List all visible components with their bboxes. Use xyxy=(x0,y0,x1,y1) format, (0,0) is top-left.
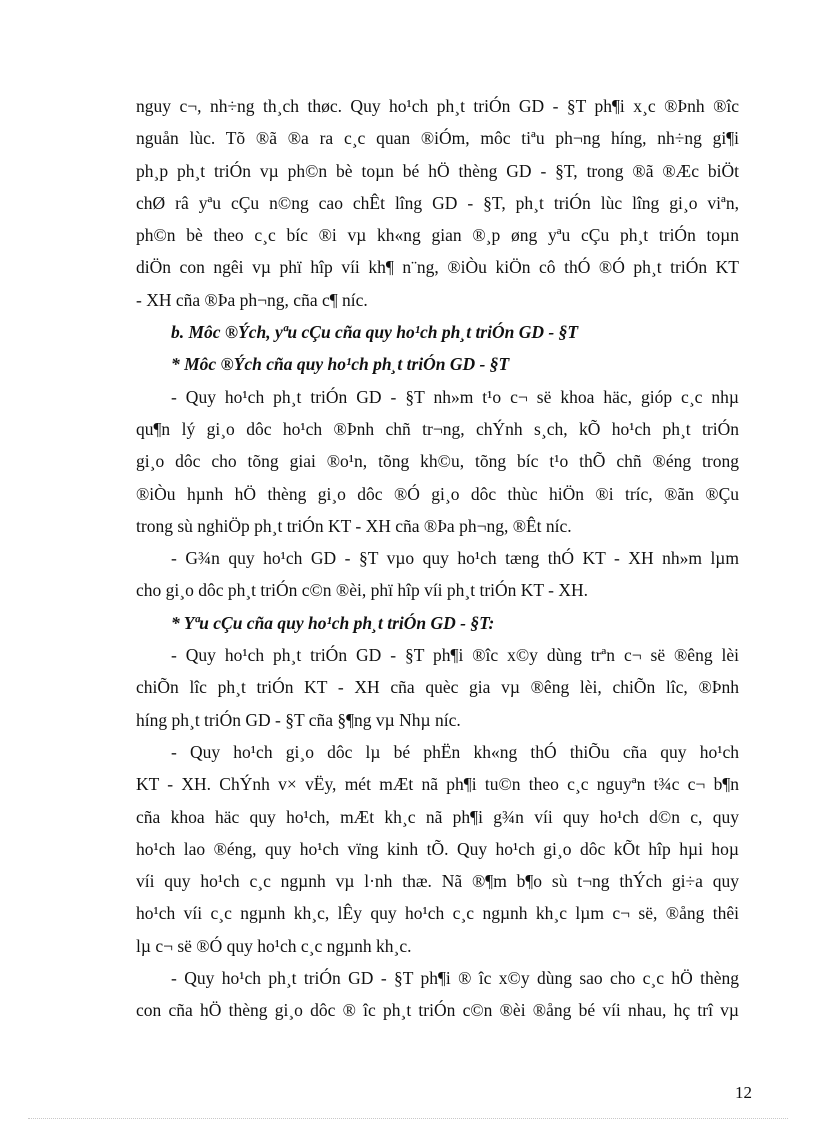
text-line: diÖn con ngêi vµ phï hîp víi kh¶ n¨ng, ®iÒu kiÖn cô thÓ ®Ó ph¸t triÓn KT xyxy=(136,257,739,278)
text-line: víi quy ho¹ch c¸c ngµnh vµ l·nh thæ. Nã ®¶m b¶o sù t¬ng thÝch gi÷a quy xyxy=(136,871,739,892)
text-line: qu¶n lý gi¸o dôc ho¹ch ®Þnh chñ tr¬ng, chÝnh s¸ch, kÕ ho¹ch ph¸t triÓn xyxy=(136,418,739,439)
page-bottom-divider xyxy=(28,1118,788,1119)
text-line: - Quy ho¹ch ph¸t triÓn GD - §T nh»m t¹o c¬ së khoa häc, gióp c¸c nhµ xyxy=(171,386,739,407)
text-line: gi¸o dôc cho tõng giai ®o¹n, tõng kh©u, tõng bíc t¹o thÕ chñ ®éng trong xyxy=(136,451,739,472)
paragraph-purpose-1 xyxy=(136,381,739,542)
text-line: ph©n bè theo c¸c bíc ®i vµ kh«ng gian ®¸p øng yªu cÇu ph¸t triÓn toµn xyxy=(136,225,739,246)
text-line: ®iÒu hµnh hÖ thèng gi¸o dôc ®Ó gi¸o dôc thùc hiÖn ®i tríc, ®ãn ®Çu xyxy=(136,483,739,504)
page-body xyxy=(136,90,739,1027)
section-heading-b: b. Môc ®Ých, yªu cÇu cña quy ho¹ch ph¸t triÓn GD - §T xyxy=(171,322,579,343)
subheading-purpose: * Môc ®Ých cña quy ho¹ch ph¸t triÓn GD - §T xyxy=(171,354,510,375)
text-line: cña khoa häc quy ho¹ch, mÆt kh¸c nã ph¶i g¾n víi quy ho¹ch d©n c, quy xyxy=(136,806,739,827)
page-number: 12 xyxy=(735,1083,752,1102)
text-line: KT - XH. ChÝnh v× vËy, mét mÆt nã ph¶i tu©n theo c¸c nguyªn t¾c c¬ b¶n xyxy=(136,774,739,795)
text-line: - Quy ho¹ch gi¸o dôc lµ bé phËn kh«ng thÓ thiÕu cña quy ho¹ch xyxy=(171,741,739,762)
text-line: chiÕn lîc ph¸t triÓn KT - XH cña quèc gia vµ ®êng lèi, chiÕn lîc, ®Þnh xyxy=(136,677,739,698)
text-line: trong sù nghiÖp ph¸t triÓn KT - XH cña ®Þa ph¬ng, ®Êt níc. xyxy=(136,515,572,536)
text-line: - Quy ho¹ch ph¸t triÓn GD - §T ph¶i ® îc x©y dùng sao cho c¸c hÖ thèng xyxy=(171,968,739,989)
text-line: lµ c¬ së ®Ó quy ho¹ch c¸c ngµnh kh¸c. xyxy=(136,935,412,956)
paragraph-context xyxy=(136,90,739,316)
subheading-requirements: * Yªu cÇu cña quy ho¹ch ph¸t triÓn GD - §T: xyxy=(171,612,495,633)
paragraph-requirement-3 xyxy=(136,962,739,1027)
text-line: ho¹ch lao ®éng, quy ho¹ch vïng kinh tÕ. Quy ho¹ch gi¸o dôc kÕt hîp hµi hoµ xyxy=(136,838,739,859)
text-line: ph¸p ph¸t triÓn vµ ph©n bè toµn bé hÖ thèng GD - §T, trong ®ã ®Æc biÖt xyxy=(136,160,739,181)
text-line: híng ph¸t triÓn GD - §T cña §¶ng vµ Nhµ níc. xyxy=(136,709,461,730)
text-line: - G¾n quy ho¹ch GD - §T vµo quy ho¹ch tæng thÓ KT - XH nh»m lµm xyxy=(171,548,739,569)
text-line: - XH cña ®Þa ph¬ng, cña c¶ níc. xyxy=(136,289,368,310)
text-line: ho¹ch víi c¸c ngµnh kh¸c, lÊy quy ho¹ch c¸c ngµnh kh¸c lµm c¬ së, ®ång thêi xyxy=(136,903,739,924)
paragraph-requirement-1 xyxy=(136,639,739,736)
text-line: con cña hÖ thèng gi¸o dôc ® îc ph¸t triÓn c©n ®èi ®ång bé víi nhau, hç trî vµ xyxy=(136,1000,739,1021)
text-line: nguån lùc. Tõ ®ã ®a ra c¸c quan ®iÓm, môc tiªu ph¬ng híng, nh÷ng gi¶i xyxy=(136,128,739,149)
text-line: nguy c¬, nh÷ng th¸ch thøc. Quy ho¹ch ph¸t triÓn GD - §T ph¶i x¸c ®Þnh ®îc xyxy=(136,96,739,116)
text-line: chØ râ yªu cÇu n©ng cao chÊt lîng GD - §T, ph¸t triÓn lùc lîng gi¸o viªn, xyxy=(136,192,739,213)
text-line: cho gi¸o dôc ph¸t triÓn c©n ®èi, phï hîp víi ph¸t triÓn KT - XH. xyxy=(136,580,589,601)
paragraph-requirement-2 xyxy=(136,736,739,962)
text-line: - Quy ho¹ch ph¸t triÓn GD - §T ph¶i ®îc x©y dùng trªn c¬ së ®êng lèi xyxy=(171,645,739,666)
paragraph-purpose-2 xyxy=(136,542,739,607)
